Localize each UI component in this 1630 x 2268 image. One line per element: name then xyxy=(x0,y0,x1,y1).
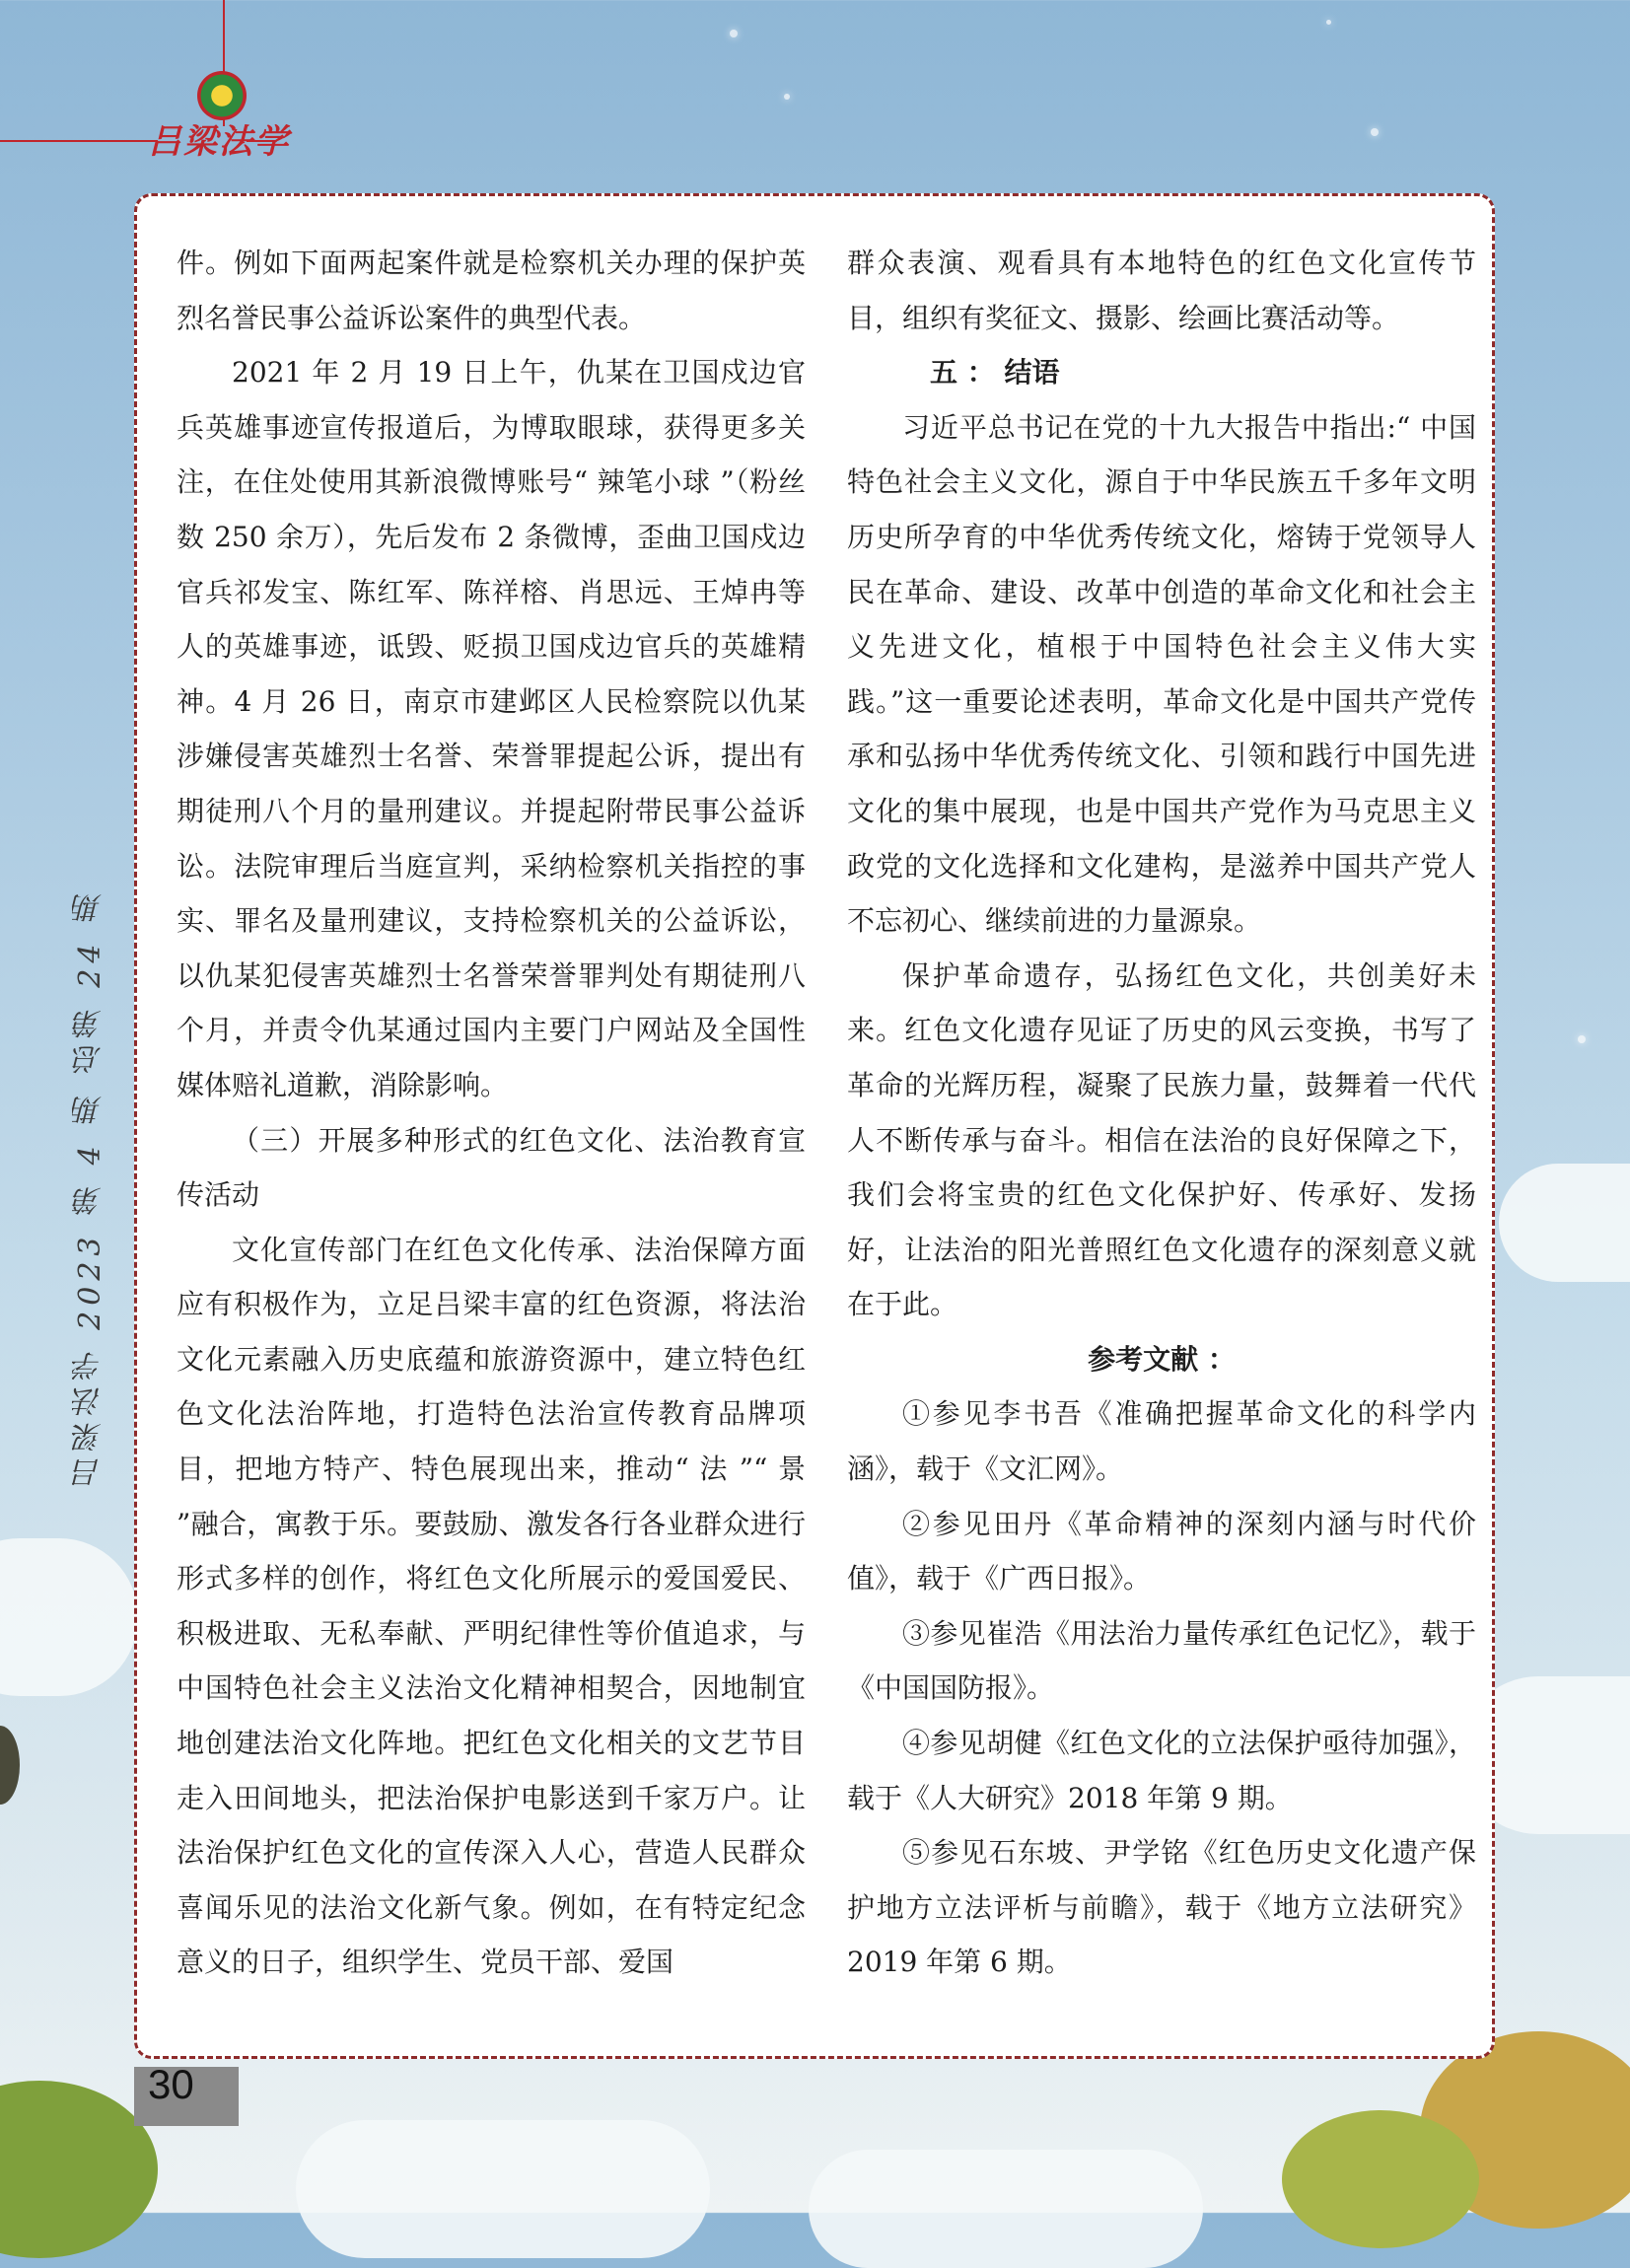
tree-decoration xyxy=(1282,2110,1479,2248)
star-decoration xyxy=(784,94,790,100)
right-column xyxy=(847,236,1476,1990)
star-decoration xyxy=(730,30,738,37)
cloud-decoration xyxy=(0,1538,138,1696)
star-decoration xyxy=(1326,20,1331,25)
cloud-decoration xyxy=(809,2150,1203,2268)
left-column xyxy=(177,236,806,1990)
cloud-decoration xyxy=(296,2120,710,2258)
journal-logo-icon xyxy=(197,71,247,120)
reference-item: ①参见李书吾《准确把握革命文化的科学内涵》，载于《文汇网》。 xyxy=(847,1397,1476,1486)
star-decoration xyxy=(1371,128,1379,136)
page-number: 30 xyxy=(148,2061,194,2107)
reference-item: ④参见胡健《红色文化的立法保护亟待加强》，载于《人大研究》2018 年第 9 期。 xyxy=(847,1727,1476,1814)
references-heading: 参考文献 ： xyxy=(1088,1342,1236,1376)
paragraph: 习近平总书记在党的十九大报告中指出:“ 中国特色社会主义文化，源自于中华民族五千多年文明历史所孕育的中华优秀传统文化，熔铸于党领导人民在革命、建设、改革中创造的革命文化和社会主义先进文化，植根于中国特色社会主义伟大实践。”这一重要论述表明，革命文化是中国共产党传承和弘扬中华优秀传统文化、引领和践行中国先进文化的集中展现，也是中国共产党作为马克思主义政党的文化选择和文化建构，是滋养中国共产党人不忘初心、继续前进的力量源泉。 xyxy=(847,410,1476,938)
header-horizontal-line xyxy=(0,140,158,142)
reference-item: ⑤参见石东坡、尹学铭《红色历史文化遗产保护地方立法评析与前瞻》，载于《地方立法研究》2019 年第 6 期。 xyxy=(847,1836,1476,1979)
paragraph: 件。例如下面两起案件就是检察机关办理的保护英烈名誉民事公益诉讼案件的典型代表。 xyxy=(177,247,806,334)
star-decoration xyxy=(1578,1035,1586,1043)
section-heading: 五 ： 结语 xyxy=(930,356,1060,390)
article-content-box xyxy=(134,193,1495,2059)
reference-item: ②参见田丹《革命精神的深刻内涵与时代价值》，载于《广西日报》。 xyxy=(847,1507,1476,1595)
cloud-decoration xyxy=(1499,1164,1630,1282)
issue-side-text: 吕梁法学 2023 第 4 期 总第 24 期 xyxy=(73,887,107,1488)
bird-decoration xyxy=(0,1726,20,1805)
section-heading: （三）开展多种形式的红色文化、法治教育宣传活动 xyxy=(177,1123,806,1212)
reference-item: ③参见崔浩《用法治力量传承红色记忆》，载于《中国国防报》。 xyxy=(847,1616,1476,1705)
paragraph: 文化宣传部门在红色文化传承、法治保障方面应有积极作为，立足吕梁丰富的红色资源，将法治文化元素融入历史底蕴和旅游资源中，建立特色红色文化法治阵地，打造特色法治宣传教育品牌项目，把地方特产、特色展现出来，推动“ 法 ”“ 景 ”融合，寓教于乐。要鼓励、激发各行各业群众进行形式多样的创作，将红色文化所展示的爱国爱民、积极进取、无私奉献、严明纪律性等价值追求，与中国特色社会主义法治文化精神相契合，因地制宜地创建法治文化阵地。把红色文化相关的文艺节目走入田间地头，把法治保护电影送到千家万户。让法治保护红色文化的宣传深入人心，营造人民群众喜闻乐见的法治文化新气象。例如，在有特定纪念意义的日子，组织学生、党员干部、爱国 xyxy=(177,1233,806,1979)
journal-logo-text: 吕梁法学 xyxy=(148,122,290,162)
paragraph: 群众表演、观看具有本地特色的红色文化宣传节目，组织有奖征文、摄影、绘画比赛活动等。 xyxy=(847,247,1476,334)
paragraph: 保护革命遗存，弘扬红色文化，共创美好未来。红色文化遗存见证了历史的风云变换，书写了革命的光辉历程，凝聚了民族力量，鼓舞着一代代人不断传承与奋斗。相信在法治的良好保障之下，我们会将宝贵的红色文化保护好、传承好、发扬好，让法治的阳光普照红色文化遗存的深刻意义就在于此。 xyxy=(847,958,1476,1321)
paragraph: 2021 年 2 月 19 日上午，仇某在卫国戍边官兵英雄事迹宣传报道后，为博取眼球，获得更多关注，在住处使用其新浪微博账号“ 辣笔小球 ”（粉丝数 250 余万），先后发布 2 条微博，歪曲卫国戍边官兵祁发宝、陈红军、陈祥榕、肖思远、王焯冉等人的英雄事迹，诋毁、贬损卫国戍边官兵的英雄精神。4 月 26 日，南京市建邺区人民检察院以仇某涉嫌侵害英雄烈士名誉、荣誉罪提起公诉，提出有期徒刑八个月的量刑建议。并提起附带民事公益诉讼。法院审理后当庭宣判，采纳检察机关指控的事实、罪名及量刑建议，支持检察机关的公益诉讼，以仇某犯侵害英雄烈士名誉荣誉罪判处有期徒刑八个月，并责令仇某通过国内主要门户网站及全国性媒体赔礼道歉，消除影响。 xyxy=(177,356,806,1101)
